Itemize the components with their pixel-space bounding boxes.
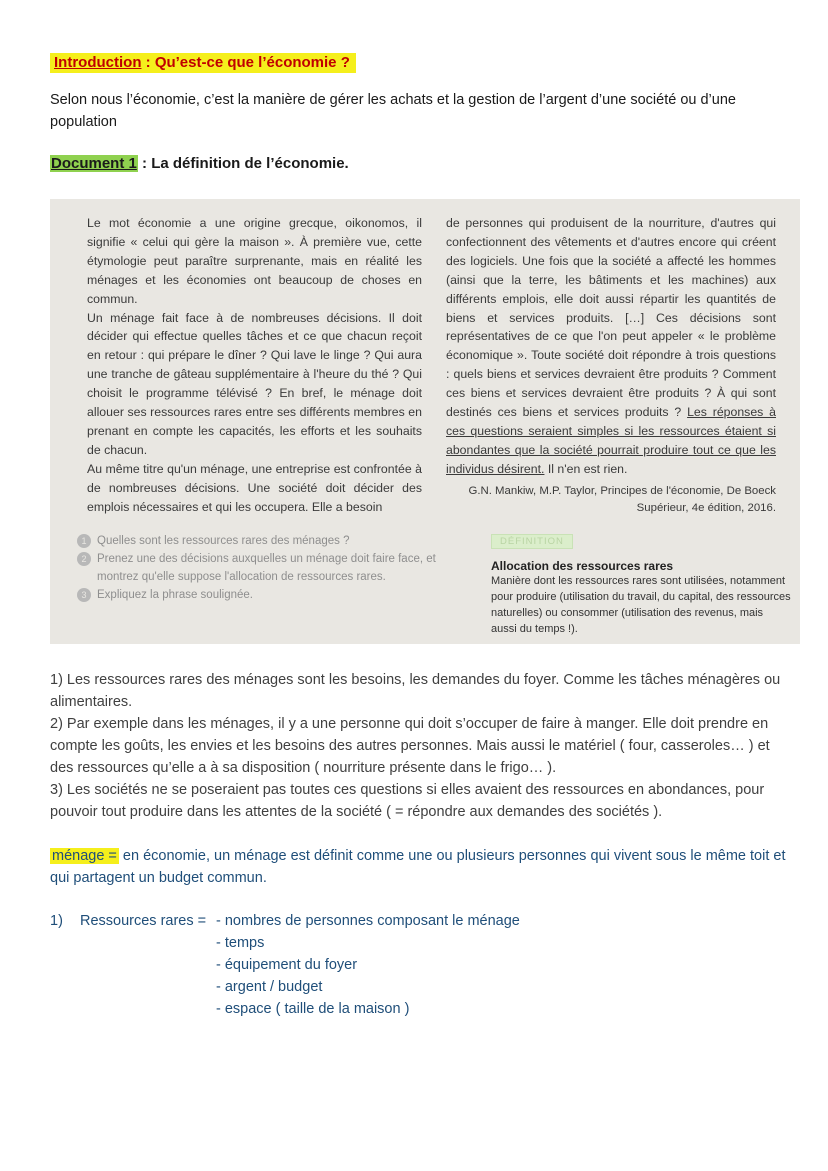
page-title	[50, 53, 356, 73]
scan-right-end: Il n'en est rien.	[544, 461, 628, 476]
menage-definition	[50, 845, 790, 889]
citation	[446, 483, 776, 517]
scan-left-column	[87, 214, 422, 517]
scan-left-para-1: Le mot économie a une origine grecque, oikonomos, il signifie « celui qui gère la maison ». À première vue, cette étymologie peut paraître surprenante, mais en réalité les ménages et les économies ont beaucoup de choses en commun.	[87, 216, 422, 306]
scan-right-paragraph	[446, 214, 776, 479]
citation-line-2: Supérieur, 4e édition, 2016.	[636, 501, 776, 514]
question-item	[77, 532, 437, 550]
definition-title: Allocation des ressources rares	[491, 559, 674, 573]
scanned-document	[50, 199, 800, 644]
list-item: - nombres de personnes composant le ménage	[216, 913, 520, 929]
title-introduction: Introduction	[54, 54, 142, 71]
menage-text: en économie, un ménage est définit comme une ou plusieurs personnes qui vivent sous le même toit et qui partagent un budget commun.	[50, 848, 786, 886]
question-number: 3	[77, 588, 91, 602]
scan-left-para-3: Au même titre qu'un ménage, une entreprise est confrontée à de nombreuses décisions. Une société doit décider des emplois nécessaires et qui les occupera. Elle a besoin	[87, 461, 422, 514]
scan-left-para-2: Un ménage fait face à de nombreuses décisions. Il doit décider qui effectue quelles tâches et ce que chacun reçoit en retour : qui prépare le dîner ? Qui lave le linge ? Qui aura une tranche de gâteau supplémentaire à l'heure du thé ? Qui choisit le programme télévisé ? En bref, le ménage doit allouer ses ressources rares entre ses différents membres en prenant en compte les capacités, les efforts et les souhaits de chacun.	[87, 310, 422, 457]
document-heading	[50, 155, 349, 172]
list-item: - équipement du foyer	[216, 957, 358, 973]
answer-3: 3) Les sociétés ne se poseraient pas toutes ces questions si elles avaient des ressources en abondances, pour pouvoir tout produire dans les attentes de la société ( = répondre aux demandes des sociétés ).	[50, 782, 765, 820]
question-number: 2	[77, 552, 91, 566]
question-item	[77, 586, 437, 604]
question-text: Expliquez la phrase soulignée.	[97, 589, 253, 601]
answers-block	[50, 669, 790, 823]
title-question: : Qu’est-ce que l’économie ?	[141, 54, 350, 71]
underlined-sentence: Les réponses à ces questions seraient simples si les ressources étaient si abondantes que la société pourrait produire tout ce que les individus désirent.	[446, 405, 776, 476]
question-number: 1	[77, 534, 91, 548]
list-item: - temps	[216, 935, 265, 951]
list-header	[50, 910, 520, 932]
definition-label: DÉFINITION	[491, 534, 573, 549]
menage-term: ménage =	[52, 848, 117, 864]
scan-right-column	[446, 214, 776, 517]
list-item: - espace ( taille de la maison )	[216, 1001, 410, 1017]
document-label: Document 1	[51, 155, 137, 172]
definition-text: Manière dont les ressources rares sont utilisées, notamment pour produire (utilisation du travail, du capital, des ressources naturelles) ou consommer (utilisation des revenus, mais aussi du temps !).	[491, 575, 791, 635]
intro-paragraph: Selon nous l’économie, c’est la manière de gérer les achats et la gestion de l’argent d’une société ou d’une population	[50, 92, 736, 130]
answer-2: 2) Par exemple dans les ménages, il y a une personne qui doit s’occuper de faire à manger. Elle doit prendre en compte les goûts, les envies et les besoins des autres personnes. Mais aussi le matériel ( four, casseroles… ) et des ressources qu’elle a à sa disposition ( nourriture présente dans le frigo… ).	[50, 716, 770, 776]
question-item	[77, 550, 437, 586]
resources-list	[50, 910, 520, 1020]
list-item: - argent / budget	[216, 979, 323, 995]
citation-line-1: G.N. Mankiw, M.P. Taylor, Principes de l'économie, De Boeck	[468, 484, 776, 497]
document-heading-text: : La définition de l’économie.	[137, 155, 349, 172]
question-text: Quelles sont les ressources rares des ménages ?	[97, 535, 350, 547]
definition-box	[491, 531, 791, 637]
answer-1: 1) Les ressources rares des ménages sont les besoins, les demandes du foyer. Comme les tâches ménagères ou alimentaires.	[50, 672, 781, 710]
list-number: 1)	[50, 913, 63, 929]
scan-right-text: de personnes qui produisent de la nourriture, d'autres qui confectionnent des vêtements et d'autres encore qui créent des logiciels. Une fois que la société a affecté les hommes (ainsi que la terre, les bâtiments et les machines) aux différents emplois, elle doit aussi répartir les quantités de biens et services produits. […] Ces décisions sont représentatives de ce que l'on peut appeler « le problème économique ». Toute société doit répondre à trois questions : quels biens et services devraient être produits ? Comment ces biens et services devraient être produits ? À qui sont destinés ces biens et services produits ?	[446, 216, 776, 420]
question-text: Prenez une des décisions auxquelles un ménage doit faire face, et montrez qu'elle suppose l'allocation de ressources rares.	[97, 553, 436, 583]
questions-block	[77, 532, 437, 604]
list-label: Ressources rares =	[80, 913, 207, 929]
